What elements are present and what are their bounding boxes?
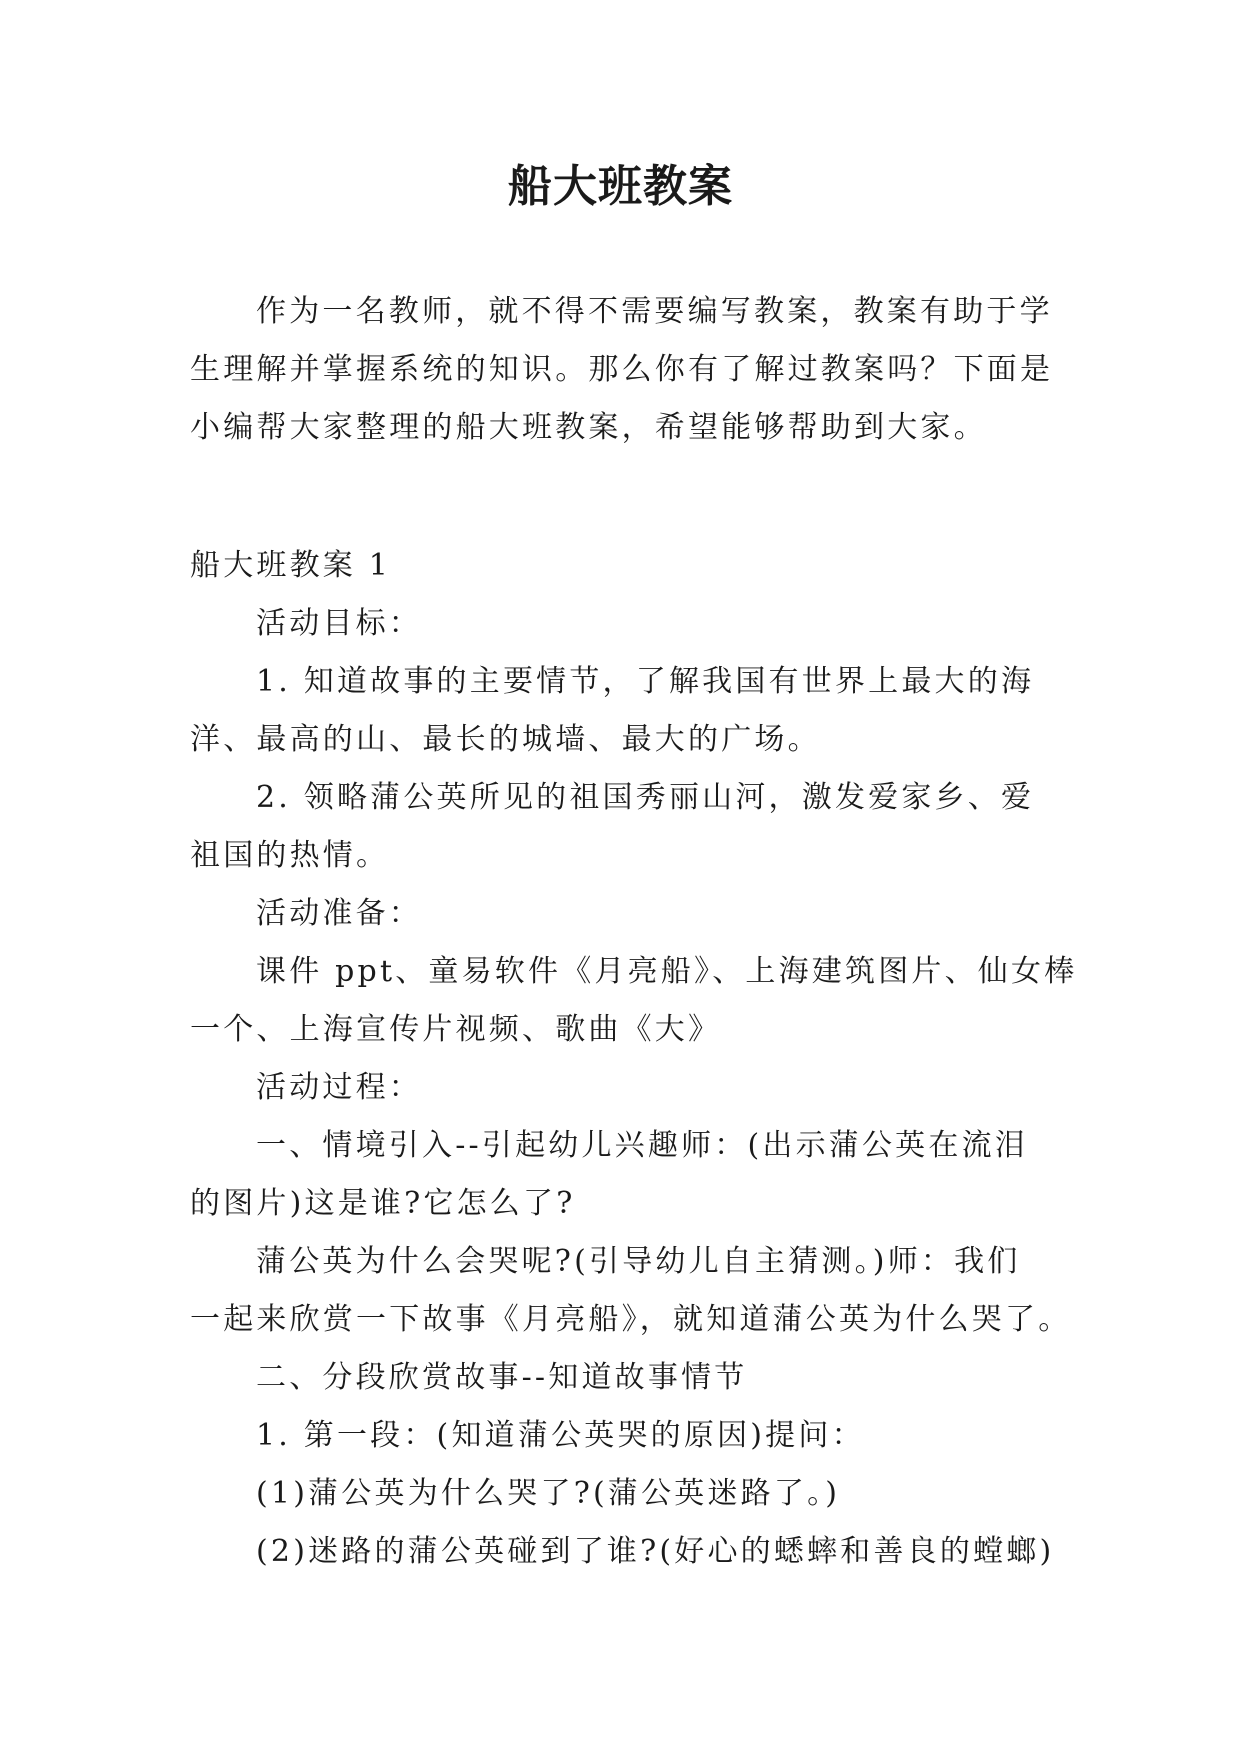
body-line: 活动目标： [256,606,422,641]
body-line: 二、分段欣赏故事--知道故事情节 [256,1360,748,1395]
body-line: (1)蒲公英为什么哭了?(蒲公英迷路了。) [256,1476,841,1511]
body-line: 活动过程： [256,1070,422,1105]
body-line: 洋、最高的山、最长的城墙、最大的广场。 [190,722,821,757]
body-line: 活动准备： [256,896,422,931]
body-line: 一、情境引入--引起幼儿兴趣师：(出示蒲公英在流泪 [256,1128,1028,1163]
body-line: 2. 领略蒲公英所见的祖国秀丽山河，激发爱家乡、爱 [256,780,1035,815]
intro-line: 作为一名教师，就不得不需要编写教案，教案有助于学 [256,294,1053,329]
body-line: 1. 知道故事的主要情节，了解我国有世界上最大的海 [256,664,1035,699]
body-line: 一个、上海宣传片视频、歌曲《大》 [190,1012,722,1047]
section-heading: 船大班教案 1 [190,548,392,583]
body-line: 祖国的热情。 [190,838,390,873]
document-body [190,283,1078,1581]
body-line: 课件 ppt、童易软件《月亮船》、上海建筑图片、仙女棒 [256,954,1078,989]
intro-line: 小编帮大家整理的船大班教案，希望能够帮助到大家。 [190,410,987,445]
body-line: 一起来欣赏一下故事《月亮船》，就知道蒲公英为什么哭了。 [190,1302,1072,1337]
intro-line: 生理解并掌握系统的知识。那么你有了解过教案吗？下面是 [190,352,1054,387]
body-line: 蒲公英为什么会哭呢?(引导幼儿自主猜测。)师：我们 [256,1244,1021,1279]
body-line: (2)迷路的蒲公英碰到了谁?(好心的蟋蟀和善良的螳螂) [256,1534,1055,1569]
body-line: 的图片)这是谁?它怎么了? [190,1186,576,1221]
document-title: 船大班教案 [508,161,733,212]
body-line: 1. 第一段：(知道蒲公英哭的原因)提问： [256,1418,865,1453]
